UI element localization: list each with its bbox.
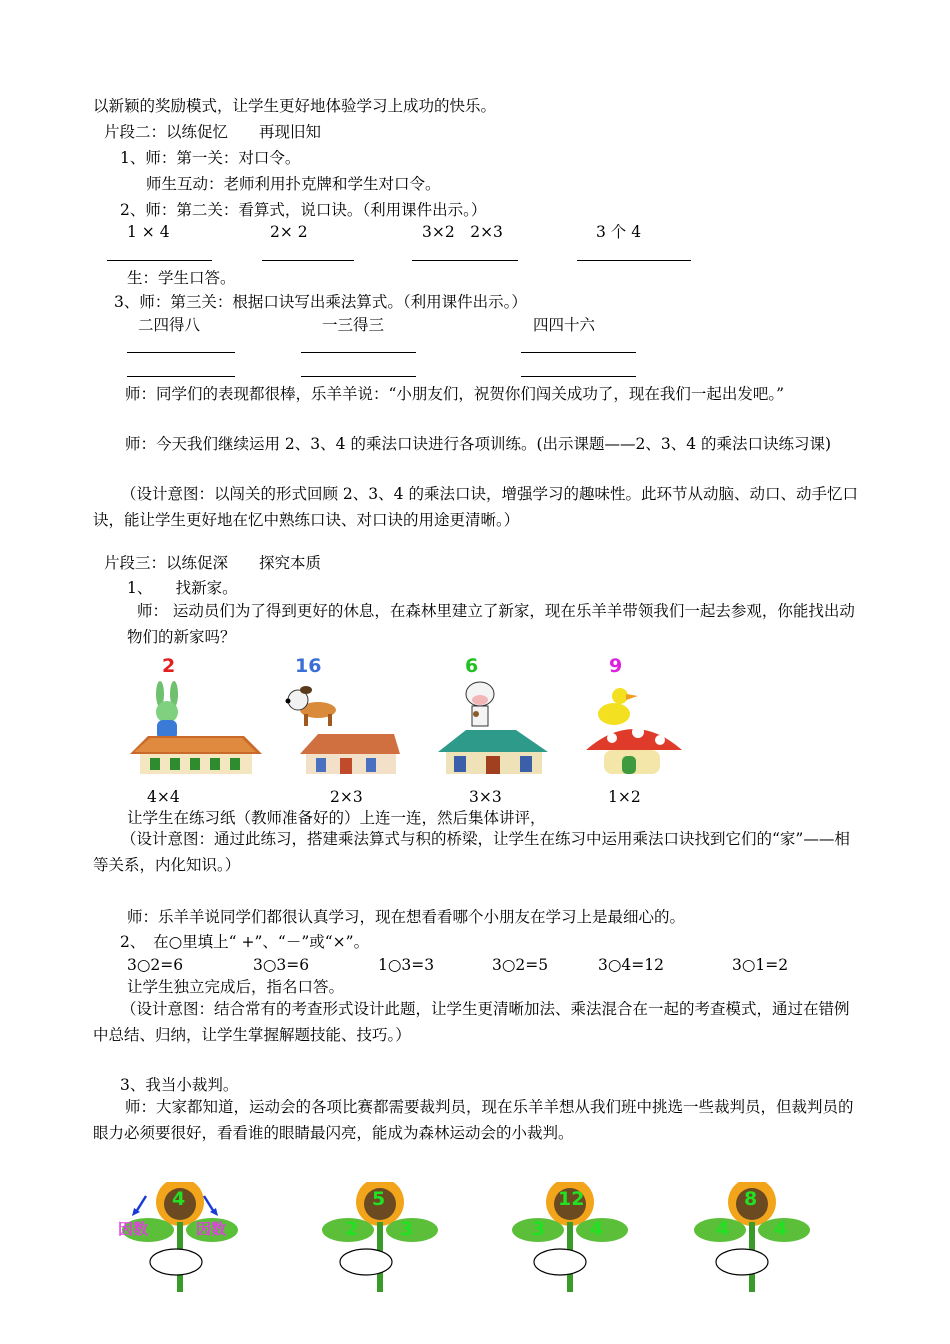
answer-blank — [262, 260, 354, 261]
answer-blank — [412, 260, 518, 261]
section-heading-2: 片段二：以练促忆 再现旧知 — [104, 123, 322, 141]
text-line: 以新颖的奖励模式，让学生更好地体验学习上成功的快乐。 — [93, 97, 497, 115]
text-line: 生：学生口答。 — [127, 269, 236, 287]
expression: 2× 2 — [270, 223, 308, 241]
fill-in-item: 1○3=3 — [378, 956, 435, 974]
fill-in-item: 3○3=6 — [253, 956, 310, 974]
text-line: 2、 在○里填上“ +”、“－”或“×”。 — [120, 933, 370, 951]
text-line: 3、师：第三关：根据口诀写出乘法算式。（利用课件出示。） — [114, 293, 527, 311]
fill-in-item: 3○2=5 — [492, 956, 549, 974]
factor-label: 因数 — [118, 1220, 149, 1238]
text-line: 让学生独立完成后，指名口答。 — [127, 978, 345, 996]
house-number: 16 — [295, 655, 322, 677]
fill-in-item: 3○1=2 — [732, 956, 789, 974]
design-intent: （设计意图：通过此练习，搭建乘法算式与积的桥梁，让学生在练习中运用乘法口诀找到它们的“家”——相等关系，内化知识。） — [93, 830, 850, 874]
text-line: 师生互动：老师利用扑克牌和学生对口令。 — [146, 175, 441, 193]
flower-factor: 3 — [400, 1218, 414, 1240]
design-intent: （设计意图：以闯关的形式回顾 2、3、4 的乘法口诀，增强学习的趣味性。此环节从动脑、动口、动手忆口诀，能让学生更好地在忆中熟练口诀、对口诀的用途更清晰。） — [93, 485, 858, 529]
flower-factor: 2 — [345, 1218, 359, 1240]
flower-factor: 4 — [590, 1218, 604, 1240]
expression: 3×2 2×3 — [422, 223, 503, 241]
flower-product: 5 — [372, 1188, 386, 1210]
expression: 1 × 4 — [127, 223, 170, 241]
rabbit-house-image — [126, 680, 266, 776]
flower-product: 12 — [558, 1188, 585, 1210]
paragraph: 师：同学们的表现都很棒，乐羊羊说：“小朋友们，祝贺你们闯关成功了，现在我们一起出发吧。” — [125, 385, 785, 403]
answer-blank — [301, 352, 416, 353]
answer-blank — [521, 376, 636, 377]
flower-factor: 4 — [716, 1218, 730, 1240]
rhyme: 一三得三 — [322, 316, 385, 334]
house-number: 2 — [162, 655, 176, 677]
rhyme: 二四得八 — [138, 316, 201, 334]
answer-blank — [521, 352, 636, 353]
answer-blank — [577, 260, 691, 261]
house-number: 9 — [609, 655, 623, 677]
flower-factor: 4 — [774, 1218, 788, 1240]
answer-blank — [301, 376, 416, 377]
paragraph: 师：大家都知道，运动会的各项比赛都需要裁判员，现在乐羊羊想从我们班中挑选一些裁判员，但裁判员的眼力必须要很好，看看谁的眼睛最闪亮，能成为森林运动会的小裁判。 — [93, 1098, 854, 1142]
answer-blank — [127, 376, 235, 377]
expression: 3×3 — [469, 788, 502, 806]
text-line: 3、我当小裁判。 — [120, 1076, 239, 1094]
expression: 1×2 — [608, 788, 641, 806]
design-intent: （设计意图：结合常有的考查形式设计此题，让学生更清晰加法、乘法混合在一起的考查模式，通过在错例中总结、归纳，让学生掌握解题技能、技巧。） — [93, 1000, 850, 1044]
fill-in-item: 3○2=6 — [127, 956, 184, 974]
flower-factor: 3 — [532, 1218, 546, 1240]
paragraph: 师： 运动员们为了得到更好的休息，在森林里建立了新家，现在乐羊羊带领我们一起去参观，你能找出动物们的新家吗？ — [127, 602, 855, 646]
house-number: 6 — [465, 655, 479, 677]
flower-product: 8 — [744, 1188, 758, 1210]
flower-product: 4 — [172, 1188, 186, 1210]
expression: 3 个 4 — [596, 223, 642, 241]
factor-label: 因数 — [196, 1220, 227, 1238]
dog-house-image — [276, 680, 402, 776]
section-heading-3: 片段三：以练促深 探究本质 — [104, 554, 322, 572]
cow-house-image — [436, 678, 552, 776]
text-line: 让学生在练习纸（教师准备好的）上连一连，然后集体讲评， — [127, 809, 546, 827]
paragraph: 师：今天我们继续运用 2、3、4 的乘法口诀进行各项训练。(出示课题——2、3、4 的乘法口诀练习课) — [125, 435, 832, 453]
answer-blank — [107, 260, 212, 261]
text-line: 1、师：第一关：对口令。 — [120, 149, 301, 167]
expression: 4×4 — [147, 788, 180, 806]
duck-mushroom-image — [582, 680, 688, 776]
rhyme: 四四十六 — [533, 316, 596, 334]
text-line: 师：乐羊羊说同学们都很认真学习，现在想看看哪个小朋友在学习上是最细心的。 — [127, 908, 686, 926]
expression: 2×3 — [330, 788, 363, 806]
fill-in-item: 3○4=12 — [598, 956, 664, 974]
answer-blank — [127, 352, 235, 353]
text-line: 1、 找新家。 — [127, 579, 238, 597]
text-line: 2、师：第二关：看算式，说口诀。（利用课件出示。） — [120, 201, 487, 219]
